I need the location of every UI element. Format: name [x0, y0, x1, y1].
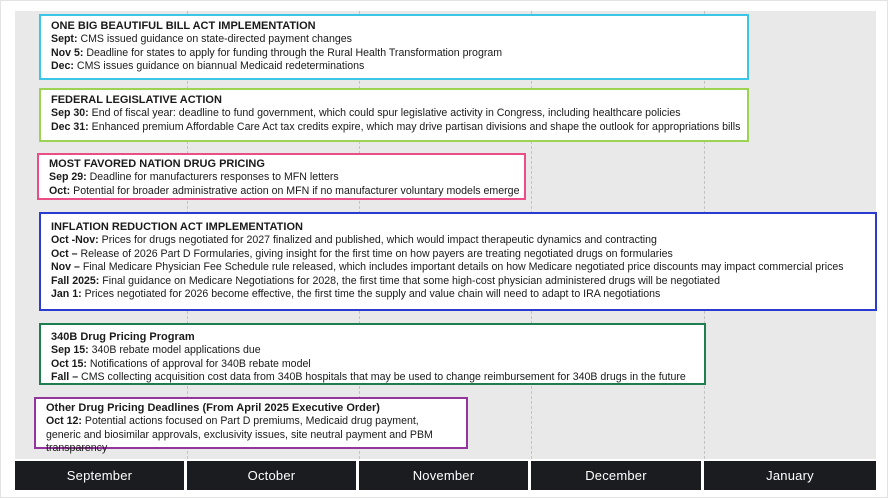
- event-row: [51, 60, 737, 73]
- track-title: 340B Drug Pricing Program: [51, 331, 195, 343]
- event-row: [51, 107, 737, 120]
- event-date: Oct –: [51, 247, 78, 260]
- month-label: November: [412, 468, 475, 483]
- event-text: Deadline for manufacturers responses to MFN letters: [89, 171, 339, 184]
- event-row: [51, 261, 865, 274]
- track-title: Other Drug Pricing Deadlines (From April 2025 Executive Order): [46, 402, 380, 414]
- event-date: Dec:: [51, 60, 74, 73]
- event-text: Release of 2026 Part D Formularies, giving insight for the first time on how payers are treating negotiated drugs on formularies: [80, 247, 673, 260]
- event-row: [51, 47, 737, 60]
- event-date: Nov 5:: [51, 46, 84, 59]
- event-date: Sep 30:: [51, 107, 89, 120]
- event-date: Jan 1:: [51, 288, 82, 301]
- event-date: Sep 29:: [49, 171, 87, 184]
- event-text: Prices negotiated for 2026 become effective, the first time the supply and value chain will need to adapt to IRA negotiations: [84, 288, 661, 301]
- track-box-most-favored-nation: [37, 153, 526, 200]
- event-text: Final Medicare Physician Fee Schedule rule released, which includes important details on how Medicare negotiated price discounts may impact commercial prices: [82, 261, 844, 274]
- event-row: [46, 415, 456, 455]
- month-label: January: [766, 468, 814, 483]
- event-text: Deadline for states to apply for funding through the Rural Health Transformation program: [86, 46, 503, 59]
- track-box-federal-legislative-action: [39, 88, 749, 142]
- event-row: [51, 344, 694, 357]
- event-text: Potential for broader administrative action on MFN if no manufacturer voluntary models emerge: [73, 184, 520, 197]
- event-row: [51, 120, 741, 134]
- track-box-one-big-beautiful-bill: [39, 14, 749, 80]
- event-date: Sept:: [51, 33, 78, 46]
- event-row: [49, 184, 520, 198]
- month-label: October: [247, 468, 296, 483]
- track-box-inflation-reduction-act: [39, 212, 877, 311]
- month-segment-september: [15, 461, 184, 490]
- event-text: Notifications of approval for 340B rebate model: [89, 357, 311, 370]
- event-row: [51, 234, 865, 247]
- event-row: [49, 171, 514, 184]
- event-date: Oct 15:: [51, 357, 87, 370]
- event-date: Oct:: [49, 184, 71, 197]
- month-segment-december: [531, 461, 701, 490]
- event-date: Fall 2025:: [51, 274, 100, 287]
- event-text: CMS collecting acquisition cost data from 340B hospitals that may be used to change reimbursement for 340B drugs in the future: [81, 371, 686, 384]
- event-text: CMS issued guidance on state-directed payment changes: [80, 33, 352, 46]
- event-date: Nov –: [51, 261, 80, 274]
- month-segment-january: [704, 461, 876, 490]
- month-segment-october: [187, 461, 356, 490]
- event-row: [51, 358, 694, 371]
- event-date: Sep 15:: [51, 344, 89, 357]
- event-text: Enhanced premium Affordable Care Act tax credits expire, which may drive partisan divisions and shape the outlook for appropriations bills: [91, 120, 741, 133]
- event-row: [51, 288, 865, 301]
- track-title: ONE BIG BEAUTIFUL BILL ACT IMPLEMENTATION: [51, 20, 316, 32]
- event-date: Oct -Nov:: [51, 234, 99, 247]
- event-text: End of fiscal year: deadline to fund government, which could spur legislative activity in Congress, including healthcare policies: [91, 107, 681, 120]
- event-text: 340B rebate model applications due: [91, 344, 261, 357]
- track-title: INFLATION REDUCTION ACT IMPLEMENTATION: [51, 221, 303, 233]
- track-title: MOST FAVORED NATION DRUG PRICING: [49, 158, 265, 170]
- event-row: [51, 275, 865, 288]
- month-segment-november: [359, 461, 528, 490]
- event-row: [51, 248, 865, 261]
- track-box-340b-drug-pricing: [39, 323, 706, 385]
- track-box-other-drug-pricing-deadlines: [34, 397, 468, 455]
- event-text: Prices for drugs negotiated for 2027 finalized and published, which would impact therapeutic dynamics and contracting: [101, 234, 657, 247]
- event-date: Dec 31:: [51, 120, 89, 133]
- event-row: [51, 33, 737, 46]
- event-date: Oct 12:: [46, 415, 82, 428]
- event-date: Fall –: [51, 371, 79, 384]
- event-row: [51, 371, 694, 384]
- month-label: December: [585, 468, 647, 483]
- event-text: Final guidance on Medicare Negotiations for 2028, the first time that some high-cost physician administered drugs will be negotiated: [102, 274, 720, 287]
- event-text: CMS issues guidance on biannual Medicaid redeterminations: [76, 60, 365, 73]
- track-title: FEDERAL LEGISLATIVE ACTION: [51, 94, 222, 106]
- event-text: Potential actions focused on Part D premiums, Medicaid drug payment, generic and biosimilar approvals, exclusivity issues, site neutral payment and PBM transparency: [46, 415, 433, 455]
- month-label: September: [66, 468, 133, 483]
